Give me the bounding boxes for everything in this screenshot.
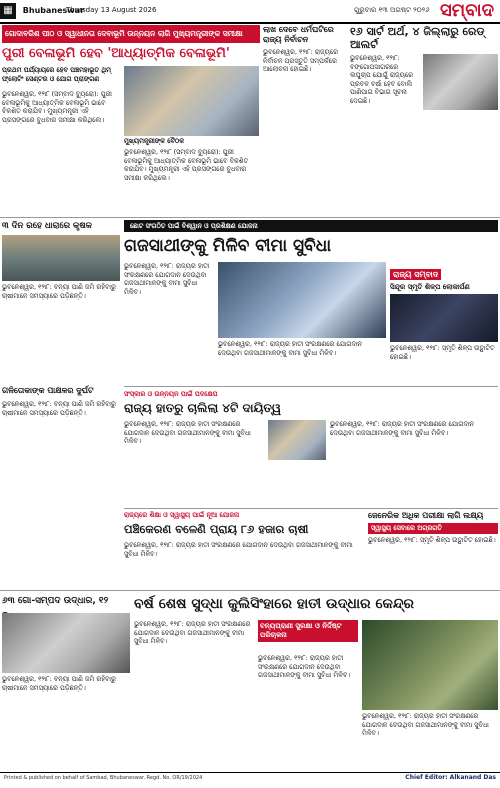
lower-headline (124, 400, 498, 418)
big-story-col2: ଭୁବନେଶ୍ୱର, ୧୨ା୮: ରାଜ୍ୟର ହାତୀ ସଂରକ୍ଷଣରେ ଯୋଗଦାନ ଦେଉଥିବା ଗଜସାଥୀମାନଙ୍କୁ ବୀମା ସୁବିଧା ମିଳିବ। (218, 340, 362, 357)
lower-bottom-headline-text: ପଞ୍ଚିକେରଣ ବଳେଣି ପ୍ରାୟ ୮୬ ହଜାର ଚାଷୀ (124, 522, 309, 536)
memorial-title: ସିନ୍ଦୂର ସ୍ମୃତି ଶିଳ୍ପ ଲୋକାର୍ପଣ (390, 283, 470, 291)
weather-photo (423, 54, 498, 110)
sub-banner-text: ଛୋଟ ସଂଗଠିତ ପାଇଁ ବିଶ୍ୱାନ ଓ ପ୍ରଶିକ୍ଷଣ ଯୋଜନା (130, 222, 258, 230)
generic-story (368, 511, 498, 587)
elephant-photo (362, 620, 498, 710)
bottom-body-2: ଭୁବନେଶ୍ୱର, ୧୨ା୮: ରାଜ୍ୟର ହାତୀ ସଂରକ୍ଷଣରେ ଯୋଗଦାନ ଦେଉଥିବା ଗଜସାଥୀମାନଙ୍କୁ ବୀମା ସୁବିଧା ମିଳିବ। (258, 654, 351, 679)
memorial-tag: ରାଜ୍ୟ ସମ୍ବାଦ (390, 269, 441, 280)
left-low-title: ଗଳିତୋକାଙ୍କ ପାକ୍ଷଳର ଦୁର୍ଘଟ (2, 386, 94, 395)
memorial-body: ଭୁବନେଶ୍ୱର, ୧୨ା୮: ସ୍ମୃତି ଶିଳ୍ପ ଉଦ୍ଘାଟିତ ହୋଇଛି। (390, 344, 495, 361)
bottom-left-body: ଭୁବନେଶ୍ୱର, ୧୨ା୮: ବନ୍ୟା ପାଣି ଜମି ରହିବାରୁ ଚାଷୀମାନେ ସମସ୍ୟାରେ ପଡ଼ିଛନ୍ତି। (2, 675, 116, 692)
lead-body: ଭୁବନେଶ୍ୱର, ୧୨ା୮ (ସମ୍ବାଦ ବ୍ୟୁରୋ): ପୁରୀ ବେଳାଭୂମିକୁ ଆଧ୍ୟାତ୍ମିକ ବେଳାଭୂମି ଭାବେ ବିକଶିତ କରାଯିବ। ମୁଖ୍ୟମନ୍ତ୍ରୀ ଏହି ପ୍ରସଙ୍ଗରେ ବୁଧବାର ସମୀକ୍ଷା କରିଥିଲେ। (2, 90, 112, 124)
bottom-left-headline (2, 593, 130, 611)
weather-story-body: ଭୁବନେଶ୍ୱର, ୧୨ା୮: ବଙ୍ଗୋପସାଗରରେ ଲଘୁଚାପ ଯୋଗୁଁ ରାଜ୍ୟରେ ପ୍ରବଳ ବର୍ଷା ହେବ ବୋଲି ପାଣିପାଗ ବିଭାଗ ସୂଚନା ଦେଇଛି। (350, 54, 414, 105)
bottom-headline-text: ବର୍ଷ ଶେଷ ସୁଦ୍ଧା କୁଲିସିଂହାରେ ହାତୀ ଉଦ୍ଧାର କେନ୍ଦ୍ର (134, 596, 415, 612)
lead-photo (124, 66, 259, 136)
middle-story (263, 25, 347, 215)
chief-editor: Chief Editor: Alkanand Das (405, 774, 496, 781)
ceremony-photo (218, 262, 386, 338)
lower-bottom-kicker: ରାଜ୍ୟରେ ଶିକ୍ଷା ଓ ସ୍ୱାସ୍ଥ୍ୟ ପାଇଁ ନୂଆ ଯୋଜନା (124, 511, 240, 519)
top-banner-text: ଗୋଦାବରିଶ ପୀଠ ଓ ସ୍ୱାଧୀନତା ଦେବାଭୂମି ଉନ୍ନୟନ ଲାଗି ମୁଖ୍ୟମନ୍ତ୍ରୀଙ୍କ ସମୀକ୍ଷା (5, 29, 243, 38)
memorial-story (390, 262, 498, 380)
lower-kicker: ସଂସ୍କାର ଓ ଉନ୍ନୟନ ପାଇଁ ପଦକ୍ଷେପ (124, 390, 218, 398)
section-label: ▦ Bhubaneswar (0, 2, 140, 20)
masthead (0, 0, 500, 24)
bottom-body-3: ଭୁବନେଶ୍ୱର, ୧୨ା୮: ରାଜ୍ୟର ହାତୀ ସଂରକ୍ଷଣରେ ଯୋଗଦାନ ଦେଉଥିବା ଗଜସାଥୀମାନଙ୍କୁ ବୀମା ସୁବିଧା ମିଳିବ। (362, 712, 489, 737)
left-mid-body: ଭୁବନେଶ୍ୱର, ୧୨ା୮: ବନ୍ୟା ପାଣି ଜମି ରହିବାରୁ ଚାଷୀମାନେ ସମସ୍ୟାରେ ପଡ଼ିଛନ୍ତି। (2, 283, 116, 300)
bottom-headline (134, 593, 498, 617)
left-low-body: ଭୁବନେଶ୍ୱର, ୧୨ା୮: ବନ୍ୟା ପାଣି ଜମି ରହିବାରୁ ଚାଷୀମାନେ ସମସ୍ୟାରେ ପଡ଼ିଛନ୍ତି। (2, 400, 116, 417)
date-odia: ଗୁରୁବାର ୧୩ ଅଗଷ୍ଟ ୨୦୨୬ (354, 6, 430, 14)
top-banner (2, 25, 260, 43)
newspaper-icon: ▦ (0, 3, 16, 19)
portrait-photo (268, 420, 326, 460)
bottom-left-title: ୬୩ ଗୋ-ସମ୍ପଦ ଉଦ୍ଧାର, ୧୨ (2, 596, 109, 606)
lower-headline-text: ରାଜ୍ୟ ହାତରୁ ଚାଲିଲା ୪ଟି ଦାୟିତ୍ୱ (124, 401, 282, 415)
lead-headline (2, 45, 260, 65)
generic-title: ଜେନେରିକ ଅଧିକ ପରୀକ୍ଷା ଲାଗି ଲକ୍ଷ୍ୟ (368, 511, 484, 520)
flood-photo (2, 235, 120, 281)
lower-body: ଭୁବନେଶ୍ୱର, ୧୨ା୮: ରାଜ୍ୟର ହାତୀ ସଂରକ୍ଷଣରେ ଯୋଗଦାନ ଦେଉଥିବା ଗଜସାଥୀମାନଙ୍କୁ ବୀମା ସୁବିଧା ମିଳିବ। (124, 420, 251, 445)
lead-bullet-1: ପ୍ରଥମ ପର୍ଯ୍ୟାୟରେ ହେବ ପଞ୍ଚମହାଭୂତ ଥିମ୍ (2, 66, 111, 74)
lower-bottom-body: ଭୁବନେଶ୍ୱର, ୧୨ା୮: ରାଜ୍ୟର ହାତୀ ସଂରକ୍ଷଣରେ ଯୋଗଦାନ ଦେଉଥିବା ଗଜସାଥୀମାନଙ୍କୁ ବୀମା ସୁବିଧା ମିଳିବ। (124, 541, 353, 558)
lower-body-2: ଭୁବନେଶ୍ୱର, ୧୨ା୮: ରାଜ୍ୟର ହାତୀ ସଂରକ୍ଷଣରେ ଯୋଗଦାନ ଦେଉଥିବା ଗଜସାଥୀମାନଙ୍କୁ ବୀମା ସୁବିଧା ମିଳିବ। (330, 420, 474, 437)
big-story-col1: ଭୁବନେଶ୍ୱର, ୧୨ା୮: ରାଜ୍ୟର ହାତୀ ସଂରକ୍ଷଣରେ ଯୋଗଦାନ ଦେଉଥିବା ଗଜସାଥୀମାନଙ୍କୁ ବୀମା ସୁବିଧା ମିଳିବ। (124, 262, 210, 296)
footer-text: Printed & published on behalf of Sambad, Bhubaneswar. Regd. No. OR/19/2024 (4, 775, 203, 781)
bottom-box-text: ବନ୍ୟପ୍ରାଣୀ ସୁରକ୍ଷା ଓ ନିର୍ଦ୍ଦିଷ୍ଟ ପରିଚାଳନା (258, 620, 358, 642)
middle-story-body: ଭୁବନେଶ୍ୱର, ୧୨ା୮: ରାଜ୍ୟରେ ନିର୍ବାଚନ ପ୍ରସ୍ତୁତି ସମ୍ପର୍କରେ ଆଲୋଚନା ହୋଇଛି। (263, 48, 339, 73)
lead-bullet-2: ଫ୍ଲୋଟିଂ ସେଣ୍ଟର ଓ ଯୋଗ ପ୍ରାଙ୍ଗଣ (2, 74, 100, 83)
left-low-headline (2, 385, 120, 399)
left-mid-headline (2, 220, 120, 234)
lead-bullets (2, 66, 122, 88)
weather-story (350, 25, 498, 215)
bottom-box (258, 620, 358, 650)
brand-logo: ସମ୍ବାଦ (440, 0, 494, 21)
lead-photo-caption: ମୁଖ୍ୟମନ୍ତ୍ରୀଙ୍କ ବୈଠକ (124, 137, 185, 145)
lead-headline-text: ପୁରୀ ବେଳାଭୂମି ହେବ 'ଆଧ୍ୟାତ୍ମିକ ବେଳାଭୂମି' (2, 46, 230, 61)
big-headline-text: ଗଜସାଥୀଙ୍କୁ ମିଳିବ ବୀମା ସୁବିଧା (124, 236, 332, 256)
weather-story-title: ୧୬ ସାର୍ଟ ଅର୍ଥ, ୪ ଜିଲ୍ଲାରୁ ରେଡ୍ ଆଲର୍ଟ (350, 25, 485, 51)
bottom-body-1: ଭୁବନେଶ୍ୱର, ୧୨ା୮: ରାଜ୍ୟର ହାତୀ ସଂରକ୍ଷଣରେ ଯୋଗଦାନ ଦେଉଥିବା ଗଜସାଥୀମାନଙ୍କୁ ବୀମା ସୁବିଧା ମିଳିବ। (134, 620, 251, 645)
generic-body: ଭୁବନେଶ୍ୱର, ୧୨ା୮: ସ୍ମୃତି ଶିଳ୍ପ ଉଦ୍ଘାଟିତ ହୋଇଛି। (368, 536, 496, 544)
left-mid-title: ୩ ଦିନ ରହେ ଧାରାରେ କୃଷକ (2, 221, 92, 231)
lower-bottom-headline (124, 521, 364, 539)
cattle-photo (2, 613, 130, 673)
middle-story-title: ଲାଖ ଦେବେ ଧର୍ମଘଟିରେ ରାଜ୍ୟ ନିର୍ବାଚନ (263, 25, 334, 44)
date-english: Thursday 13 August 2026 (66, 6, 157, 14)
sub-banner (124, 220, 498, 232)
lead-body-2: ଭୁବନେଶ୍ୱର, ୧୨ା୮ (ସମ୍ବାଦ ବ୍ୟୁରୋ): ପୁରୀ ବେଳାଭୂମିକୁ ଆଧ୍ୟାତ୍ମିକ ବେଳାଭୂମି ଭାବେ ବିକଶିତ କରାଯିବ। ମୁଖ୍ୟମନ୍ତ୍ରୀ ଏହି ପ୍ରସଙ୍ଗରେ ବୁଧବାର ସମୀକ୍ଷା କରିଥିଲେ। (124, 148, 249, 182)
big-headline (124, 234, 498, 260)
generic-sub: ସ୍ୱାସ୍ଥ୍ୟ ସେବାରେ ଅଗ୍ରଗତି (368, 523, 498, 534)
footer (0, 772, 500, 788)
memorial-photo (390, 294, 498, 342)
